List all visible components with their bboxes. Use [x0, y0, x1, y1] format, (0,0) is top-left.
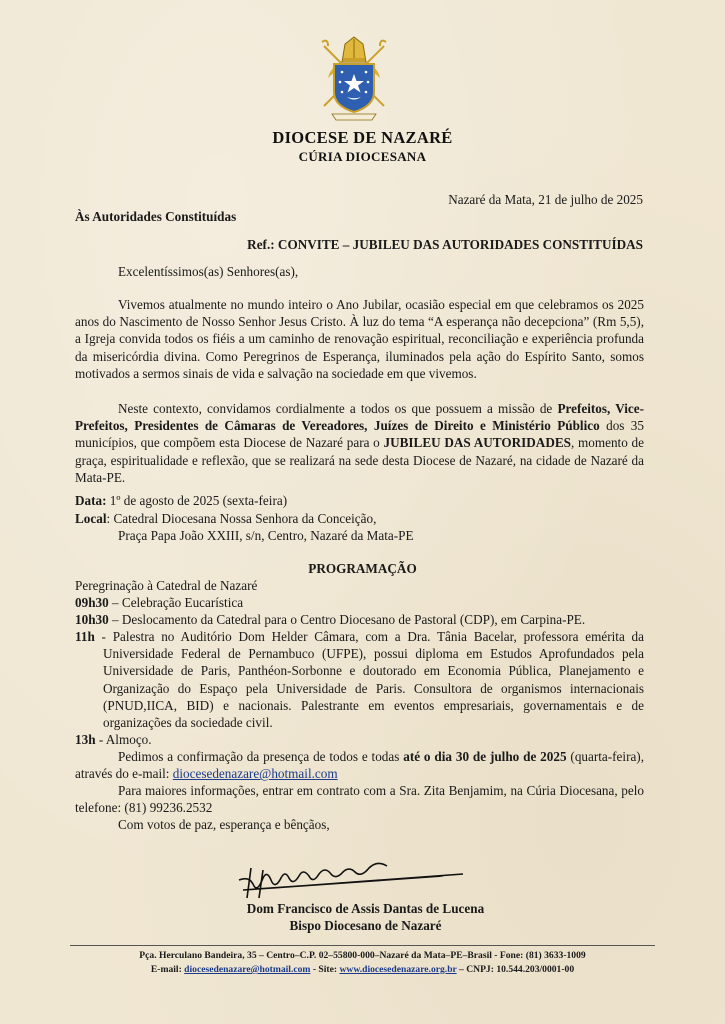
event-location: [75, 510, 376, 527]
footer-site-link[interactable]: www.diocesedenazare.org.br: [339, 964, 457, 975]
event-date-value: 1º de agosto de 2025 (sexta-feira): [106, 493, 288, 508]
program-time: 10h30: [75, 612, 109, 627]
invitation-text: Neste contexto, convidamos cordialmente a todos os que possuem a missão de: [118, 401, 558, 416]
recipient: Às Autoridades Constituídas: [75, 209, 237, 224]
paragraph-jubilee: Vivemos atualmente no mundo inteiro o Ano Jubilar, ocasião especial em que celebramos os 2025 anos do Nascimento de Nosso Senhor Jesus Cristo. À luz do tema “A esperança não decepciona” (Rm 5,5), a Igreja convida todos os fiéis a um caminho de renovação espiritual, reconciliação e experiência profunda da misericórdia divina. Como Peregrinos de Esperança, iluminados pela ação do Espírito Santo, somos motivados a sermos sinais de vida e salvação na sociedade em que vivemos.: [75, 297, 644, 381]
event-location-label: Local: [75, 511, 107, 526]
program-text: - Almoço.: [95, 732, 152, 747]
footer-divider: [70, 945, 655, 946]
org-subtitle: CÚRIA DIOCESANA: [298, 149, 427, 164]
program-text: – Deslocamento da Catedral para o Centro Diocesano de Pastoral (CDP), em Carpina-PE.: [108, 612, 586, 627]
greeting: Excelentíssimos(as) Senhores(as),: [118, 264, 299, 279]
program-time: 11h: [75, 629, 95, 644]
footer-site-label: - Site:: [310, 964, 340, 975]
paragraph-invitation: [75, 400, 644, 486]
signer-name-text: Dom Francisco de Assis Dantas de Lucena: [246, 901, 485, 916]
program-item: [75, 594, 243, 611]
confirmation-text: Pedimos a confirmação da presença de todos e todas: [118, 749, 404, 764]
program-item: [75, 628, 644, 731]
program-time: 09h30: [75, 595, 109, 610]
event-date-label: Data:: [75, 493, 107, 508]
footer-contacts: [0, 964, 725, 975]
paragraph-confirmation: [75, 748, 644, 782]
footer-cnpj: – CNPJ: 10.544.203/0001-00: [456, 964, 575, 975]
invitation-text: , momento de graça, espiritualidade e reflexão, que se realizará na sede desta Diocese de Nazaré, na cidade de Nazaré da Mata-PE.: [75, 435, 644, 485]
program-title: PROGRAMAÇÃO: [308, 561, 417, 576]
footer-email-link[interactable]: diocesedenazare@hotmail.com: [184, 964, 311, 975]
event-address: Praça Papa João XXIII, s/n, Centro, Nazaré da Mata-PE: [118, 528, 414, 543]
program-text: – Celebração Eucarística: [108, 595, 244, 610]
invitation-event: JUBILEU DAS AUTORIDADES: [383, 435, 571, 451]
paragraph-info: Para maiores informações, entrar em contrato com a Sra. Zita Benjamim, na Cúria Diocesana, pelo telefone: (81) 99236.2532: [75, 783, 644, 816]
footer-address: Pça. Herculano Bandeira, 35 – Centro–C.P. 02–55800-000–Nazaré da Mata–PE–Brasil - Fone: (81) 3633-1009: [139, 950, 586, 961]
program-item: [75, 731, 152, 748]
org-name: DIOCESE DE NAZARÉ: [272, 128, 453, 147]
confirmation-deadline: até o dia 30 de julho de 2025: [403, 749, 567, 764]
closing: Com votos de paz, esperança e bênçãos,: [118, 817, 330, 832]
program-item: [75, 611, 585, 628]
date-line: Nazaré da Mata, 21 de julho de 2025: [448, 192, 643, 207]
program-time: 13h: [75, 732, 96, 747]
diocese-crest-icon: [314, 34, 394, 122]
invitation-authorities: Prefeitos, Vice-Prefeitos, Presidentes de Câmaras de Vereadores, Juízes de Direito e Ministério Público: [75, 401, 644, 434]
confirmation-email-link[interactable]: diocesedenazare@hotmail.com: [172, 766, 338, 782]
reference-line: Ref.: CONVITE – JUBILEU DAS AUTORIDADES CONSTITUÍDAS: [247, 237, 643, 252]
event-location-value: : Catedral Diocesana Nossa Senhora da Conceição,: [106, 511, 377, 526]
event-date: [75, 492, 287, 509]
invitation-text: dos 35 municípios, que compõem esta Diocese de Nazaré para o: [75, 418, 644, 451]
signer-name: [0, 900, 725, 917]
confirmation-text: (quarta-feira), através do e-mail:: [75, 749, 645, 782]
footer-email-label: E-mail:: [150, 964, 185, 975]
signer-title: [0, 917, 725, 934]
program-text: - Palestra no Auditório Dom Helder Câmara, com a Dra. Tânia Bacelar, professora emérita da Universidade Federal de Pernambuco (UFPE), possui diploma em Estudos Aprofundados pela Universidade de Paris, Panthéon-Sorbonne e doutorado em Economia Pública, Planejamento e Organização do Espaço pela Universidade de Paris. Consultora de organismos internacionais (PNUD,IICA, BID) e nacionais. Palestrante em eventos empresariais, governamentais e de organizações da sociedade civil.: [94, 629, 644, 731]
signer-title-text: Bispo Diocesano de Nazaré: [289, 918, 442, 933]
program-intro: Peregrinação à Catedral de Nazaré: [75, 578, 258, 593]
